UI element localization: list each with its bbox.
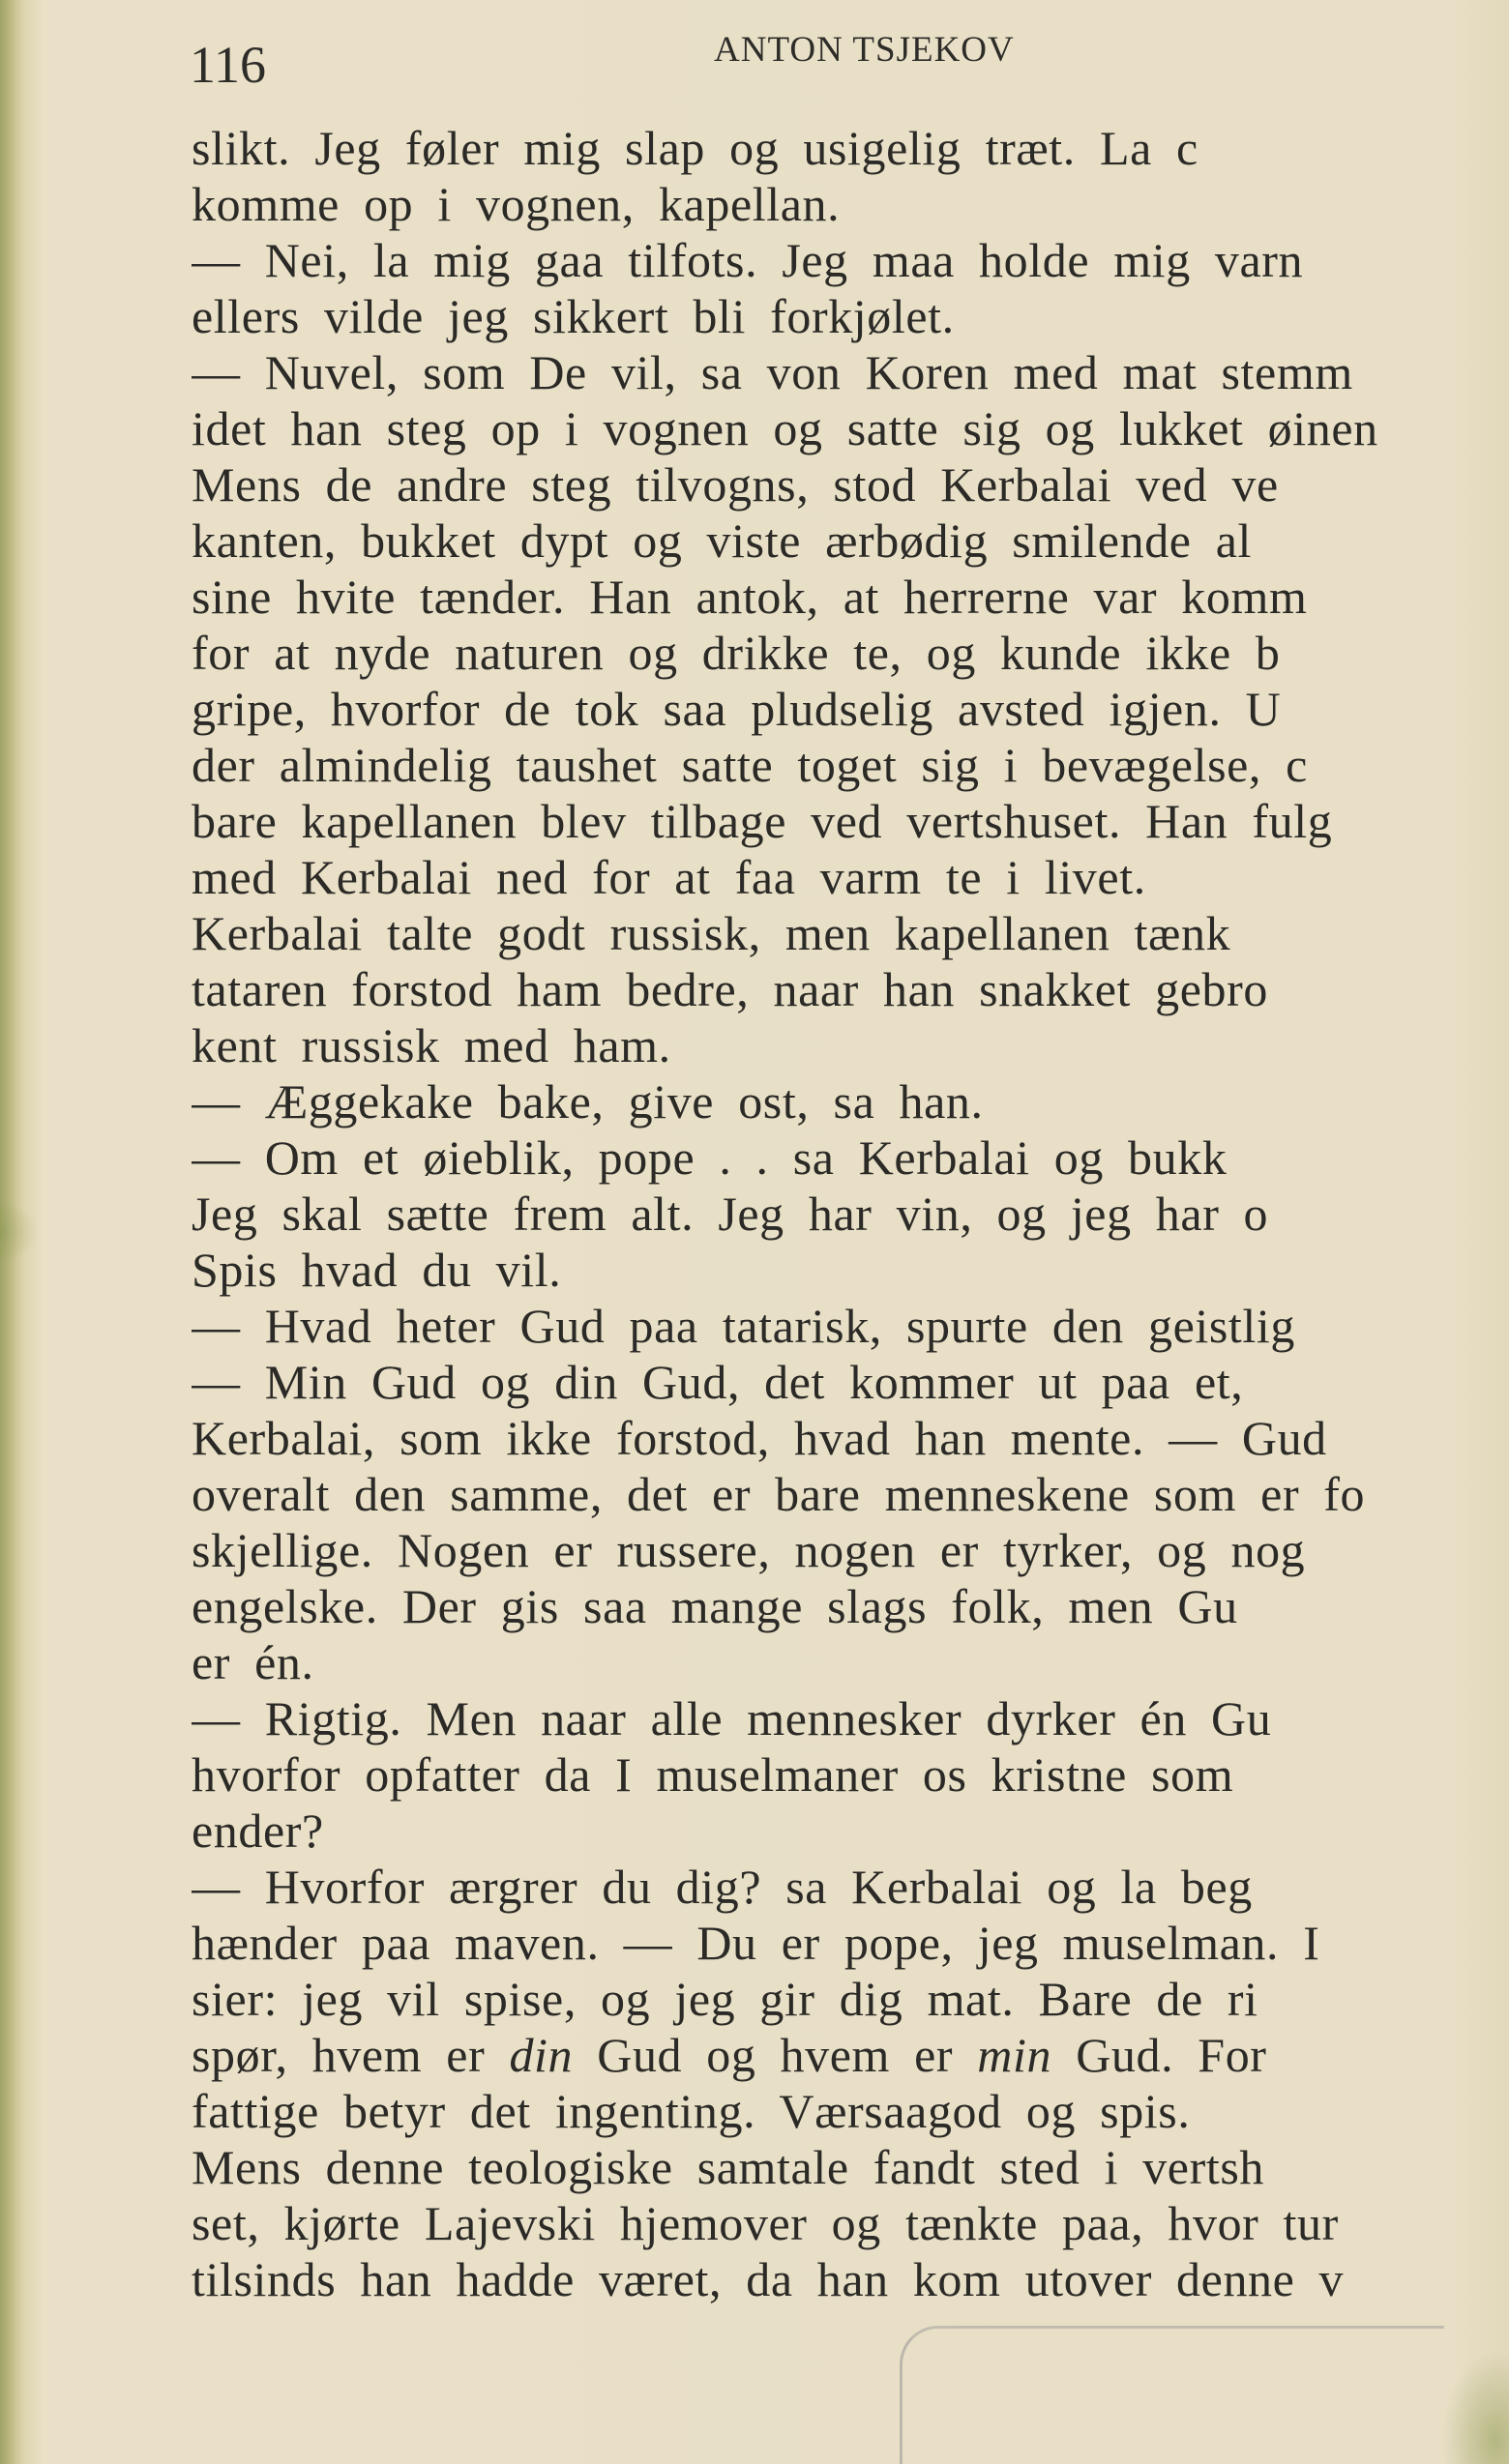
text-line: idet han steg op i vognen og satte sig og lukket øinen [192,401,1378,455]
text-line: ender? [192,1804,324,1858]
text-line: — Hvorfor ærgrer du dig? sa Kerbalai og la beg [192,1860,1253,1914]
paper-discoloration [1441,2350,1509,2464]
text-line [192,2028,1267,2082]
text-line: der almindelig taushet satte toget sig i bevægelse, c [192,738,1308,792]
text-line: Jeg skal sætte frem alt. Jeg har vin, og jeg har o [192,1187,1269,1241]
text-line: skjellige. Nogen er russere, nogen er tyrker, og nog [192,1523,1306,1577]
page-binding-shadow [0,0,25,2464]
text-line: overalt den samme, det er bare menneskene som er fo [192,1467,1366,1521]
text-line: kent russisk med ham. [192,1018,671,1072]
text-line: Mens denne teologiske samtale fandt sted i vertsh [192,2140,1264,2194]
text-line: tilsinds han hadde været, da han kom utover denne v [192,2252,1345,2306]
text-line: fattige betyr det ingenting. Værsaagod og spis. [192,2084,1191,2138]
text-line: Spis hvad du vil. [192,1243,562,1297]
text-line: — Æggekake bake, give ost, sa han. [192,1074,984,1129]
emphasis-text: din [509,2028,574,2082]
text-line: set, kjørte Lajevski hjemover og tænkte paa, hvor tur [192,2196,1339,2250]
running-title: ANTON TSJEKOV [714,30,1015,70]
body-text [192,116,1509,2340]
text-line: tataren forstod ham bedre, naar han snakket gebro [192,962,1268,1016]
text-line: Kerbalai, som ikke forstod, hvad han mente. — Gud [192,1411,1327,1465]
text-line: slikt. Jeg føler mig slap og usigelig træt. La c [192,121,1198,175]
emphasis-text: min [977,2028,1052,2082]
text-line: bare kapellanen blev tilbage ved vertshuset. Han fulg [192,794,1333,848]
text-line: er én. [192,1635,314,1689]
text-line: Mens de andre steg tilvogns, stod Kerbalai ved ve [192,457,1279,512]
text-line: ellers vilde jeg sikkert bli forkjølet. [192,289,955,343]
text-line: komme op i vognen, kapellan. [192,177,841,231]
text-run: Gud. For [1051,2028,1267,2082]
text-run: spør, hvem er [192,2028,510,2082]
text-line: med Kerbalai ned for at faa varm te i livet. [192,850,1146,904]
text-line: kanten, bukket dypt og viste ærbødig smilende al [192,513,1252,568]
text-line: engelske. Der gis saa mange slags folk, men Gu [192,1579,1238,1633]
text-line: gripe, hvorfor de tok saa pludselig avsted igjen. U [192,682,1282,736]
text-line: — Nuvel, som De vil, sa von Koren med mat stemm [192,345,1353,399]
text-line: — Hvad heter Gud paa tatarisk, spurte den geistlig [192,1299,1295,1353]
text-line: — Min Gud og din Gud, det kommer ut paa et, [192,1355,1244,1409]
text-line: for at nyde naturen og drikke te, og kunde ikke b [192,626,1281,680]
paper-stain-mark [900,2326,1444,2464]
text-line: — Nei, la mig gaa tilfots. Jeg maa holde mig varn [192,233,1304,287]
text-line: sine hvite tænder. Han antok, at herrerne var komm [192,570,1308,624]
text-line: — Rigtig. Men naar alle mennesker dyrker én Gu [192,1691,1272,1745]
text-run: Gud og hvem er [573,2028,978,2082]
text-line: — Om et øieblik, pope . . sa Kerbalai og bukk [192,1130,1228,1185]
text-line: hvorfor opfatter da I muselmaner os kristne som [192,1747,1234,1802]
text-line: hænder paa maven. — Du er pope, jeg muselman. I [192,1916,1320,1970]
text-line: Kerbalai talte godt russisk, men kapellanen tænk [192,906,1231,960]
page-number: 116 [190,36,266,94]
text-line: sier: jeg vil spise, og jeg gir dig mat. Bare de ri [192,1972,1258,2026]
